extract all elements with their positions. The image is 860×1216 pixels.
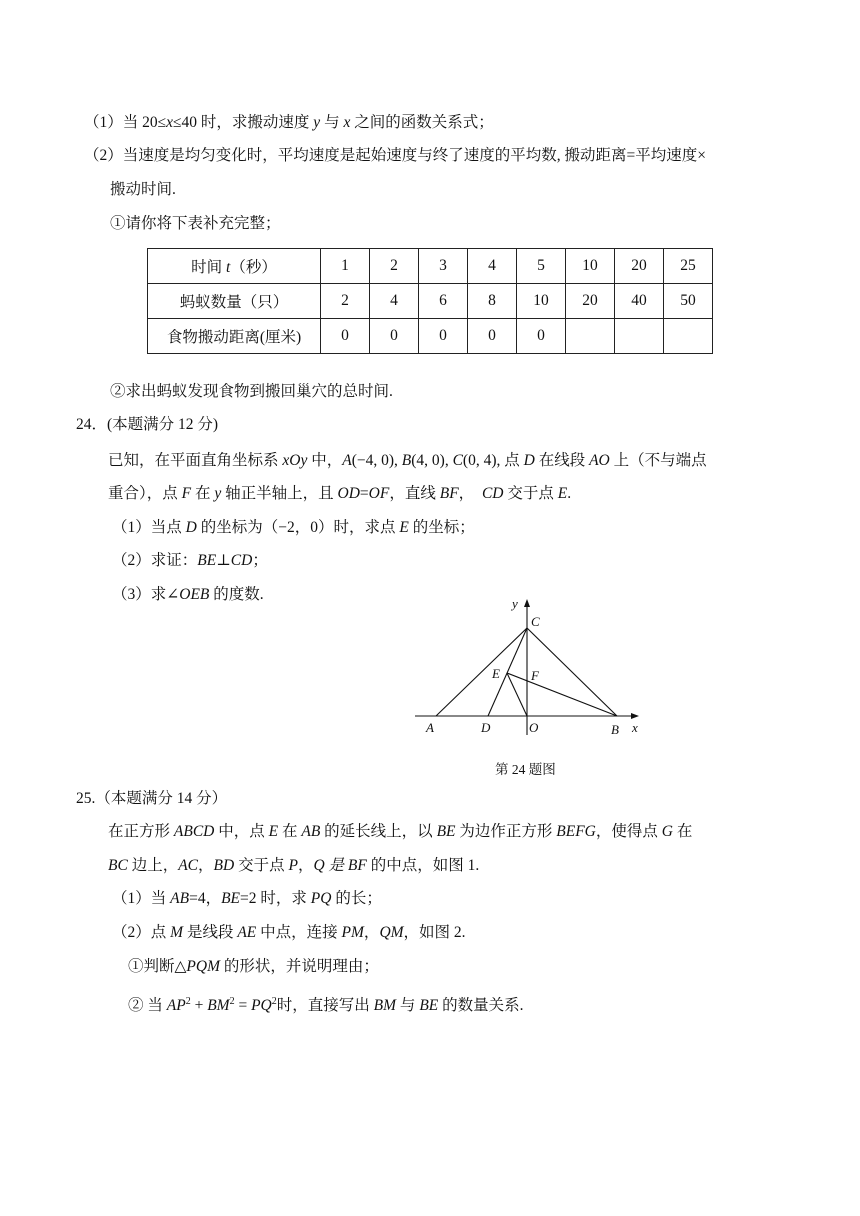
q23-part2-line1: （2）当速度是均匀变化时，平均速度是起始速度与终了速度的平均数, 搬动距离=平均速度× [84, 147, 706, 164]
label-o: O [529, 720, 539, 735]
table-cell: 40 [615, 284, 664, 319]
table-cell-blank[interactable] [615, 319, 664, 354]
q24-heading: 24．(本题满分 12 分) [76, 416, 219, 433]
q25-part2: （2）点 M 是线段 AE 中点，连接 PM，QM，如图 2. [112, 924, 466, 941]
y-axis-arrow [524, 599, 530, 607]
q24-part2: （2）求证：BE⊥CD； [112, 552, 268, 569]
ant-data-table [147, 248, 713, 354]
label-e: E [492, 666, 500, 681]
label-b: B [611, 722, 619, 737]
table-cell: 5 [517, 249, 566, 284]
table-cell: 20 [615, 249, 664, 284]
q23-part2-line2: 搬动时间. [110, 181, 176, 198]
q25-sub2 [128, 996, 524, 1016]
label-c: C [531, 614, 540, 629]
label-f: F [531, 668, 539, 683]
q24-figure [410, 595, 650, 745]
table-cell: 50 [664, 284, 713, 319]
segment-cb [527, 628, 617, 716]
table-cell: 25 [664, 249, 713, 284]
q24-stem-line1: 已知，在平面直角坐标系 xOy 中，A(−4, 0), B(4, 0), C(0, 4), 点 D 在线段 AO 上（不与端点 [108, 452, 707, 469]
table-cell: 4 [468, 249, 517, 284]
q25-sub1: ①判断△PQM 的形状，并说明理由； [128, 958, 379, 975]
table-cell: 8 [468, 284, 517, 319]
q25-part1: （1）当 AB=4，BE=2 时，求 PQ 的长； [112, 890, 382, 907]
q25-sub2-formula: $AP^2 + BM^2 = PQ^2$ [166, 996, 277, 1014]
table-cell: 6 [419, 284, 468, 319]
q24-stem-line2: 重合），点 F 在 y 轴正半轴上，且 OD=OF，直线 BF， CD 交于点 E. [108, 485, 572, 502]
table-cell: 0 [468, 319, 517, 354]
segment-ac [436, 628, 527, 716]
table-cell: 0 [517, 319, 566, 354]
table-row-count [148, 284, 713, 319]
label-y: y [512, 596, 518, 611]
label-x: x [632, 720, 638, 735]
table-header-count: 蚂蚁数量（只） [148, 284, 321, 319]
q23-sub1: ①请你将下表补充完整； [110, 215, 281, 232]
q25-stem-line2: BC 边上，AC，BD 交于点 P，Q 是 BF 的中点，如图 1. [108, 857, 480, 874]
table-cell: 4 [370, 284, 419, 319]
table-cell: 0 [419, 319, 468, 354]
q23-sub2: ②求出蚂蚁发现食物到搬回巢穴的总时间. [110, 383, 393, 400]
table-cell: 10 [517, 284, 566, 319]
x-axis-arrow [631, 713, 639, 719]
q25-heading: 25.（本题满分 14 分） [76, 790, 228, 807]
label-a: A [426, 720, 434, 735]
table-cell: 2 [370, 249, 419, 284]
table-row-time [148, 249, 713, 284]
q24-figure-caption: 第 24 题图 [495, 762, 556, 777]
table-header-time: 时间 t（秒） [148, 249, 321, 284]
q25-stem-line1: 在正方形 ABCD 中，点 E 在 AB 的延长线上，以 BE 为边作正方形 BEFG，使得点 G 在 [108, 823, 693, 840]
q25-sub2-prefix: ② 当 [128, 997, 163, 1014]
table-cell-blank[interactable] [664, 319, 713, 354]
table-cell: 3 [419, 249, 468, 284]
table-row-distance [148, 319, 713, 354]
q24-part3: （3）求∠OEB 的度数. [112, 586, 264, 603]
label-d: D [481, 720, 491, 735]
table-cell: 0 [321, 319, 370, 354]
table-cell: 1 [321, 249, 370, 284]
table-header-distance: 食物搬动距离(厘米) [148, 319, 321, 354]
q23-part1: （1）当 20≤x≤40 时，求搬动速度 y 与 x 之间的函数关系式； [84, 114, 494, 131]
table-cell: 2 [321, 284, 370, 319]
q25-sub2-suffix: 时，直接写出 BM 与 BE 的数量关系. [276, 997, 524, 1014]
table-cell: 0 [370, 319, 419, 354]
table-cell-blank[interactable] [566, 319, 615, 354]
q24-part1: （1）当点 D 的坐标为（−2，0）时，求点 E 的坐标； [112, 519, 475, 536]
table-cell: 20 [566, 284, 615, 319]
table-cell: 10 [566, 249, 615, 284]
